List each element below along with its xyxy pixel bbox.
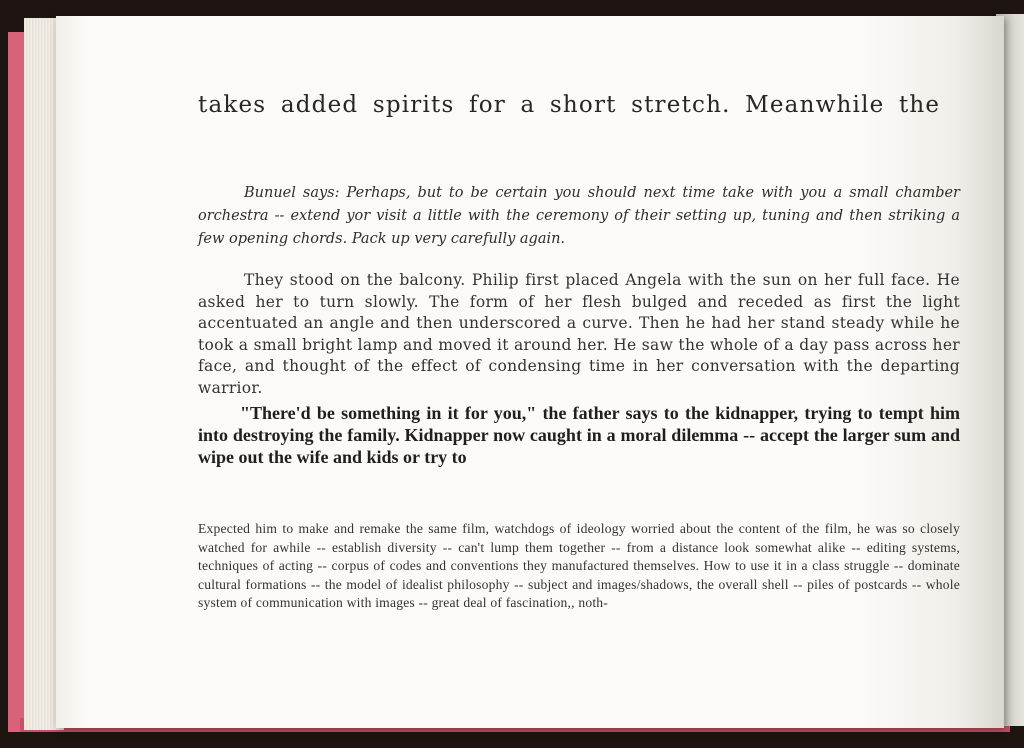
italic-paragraph: Bunuel says: Perhaps, but to be certain you should next time take with you a small chamber orchestra -- extend yor visit a little with the ceremony of their setting up, tuning and then striking a few opening chords. Pack up very carefully again.	[198, 185, 960, 247]
top-line-text: takes added spirits for a short stretch. Meanwhile the	[198, 92, 941, 118]
bold-paragraph: "There'd be something in it for you," the father says to the kidnapper, trying to tempt him into destroying the family. Kidnapper now caught in a moral dilemma -- accept the larger sum and wipe out the wife and kids or try to	[198, 403, 960, 467]
small-print-paragraph: Expected him to make and remake the same film, watchdogs of ideology worried about the content of the film, he was so closely watched for awhile -- establish diversity -- can't lump them together -- from a distance look somewhat alike -- editing systems, techniques of acting -- corpus of codes and conventions they manufactured themselves. How to use it in a class struggle -- dominate cultural formations -- the model of idealist philosophy -- subject and images/shadows, the overall shell -- piles of postcards -- whole system of communication with images -- great deal of fascination,, noth-	[198, 521, 960, 610]
body-paragraph: They stood on the balcony. Philip first placed Angela with the sun on her full face. He asked her to turn slowly. The form of her flesh bulged and receded as first the light accentuated an angle and then underscored a curve. Then he had her stand steady while he took a small bright lamp and moved it around her. He saw the whole of a day pass across her face, and thought of the effect of condensing time in her conversation with the departing warrior.	[198, 271, 960, 397]
